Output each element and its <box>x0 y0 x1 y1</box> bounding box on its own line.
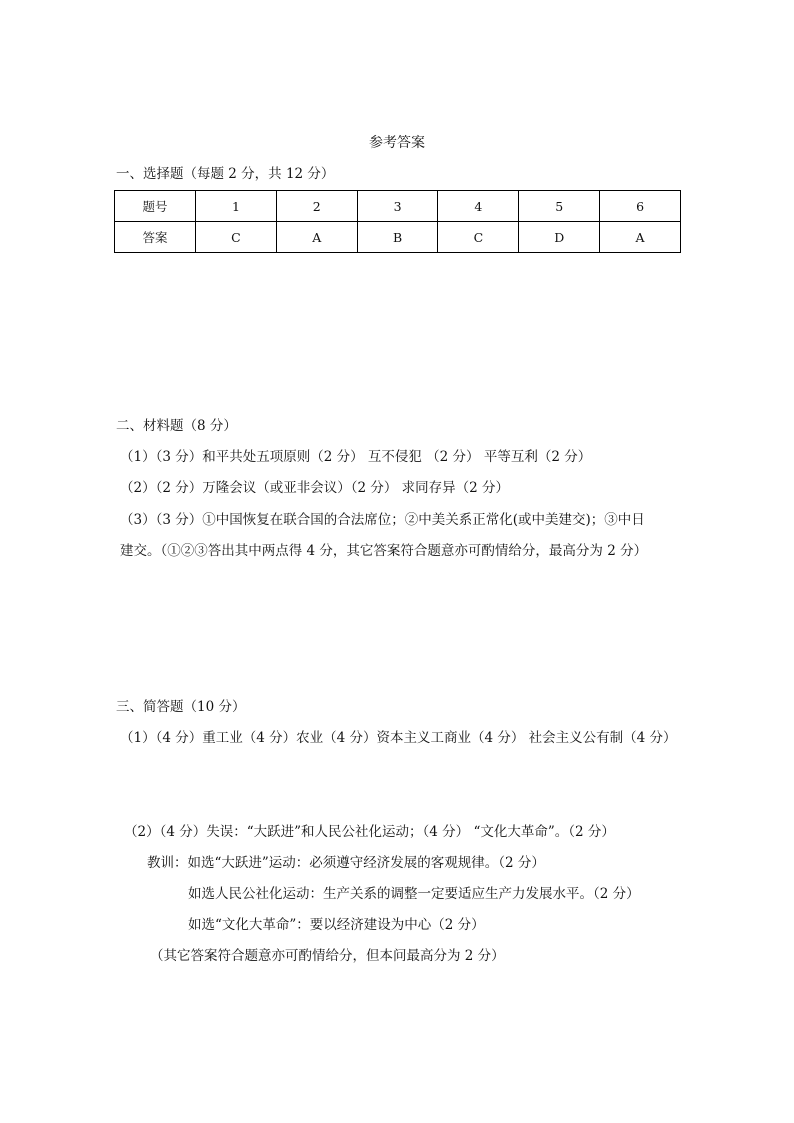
section-3-heading: 三、简答题（10 分） <box>116 699 246 715</box>
answer-cell: B <box>357 222 438 253</box>
page-title: 参考答案 <box>369 135 425 151</box>
answer-cell: C <box>196 222 277 253</box>
question-number-cell: 6 <box>600 191 681 222</box>
question-number-cell: 2 <box>276 191 357 222</box>
section-2-answer-2: （2）（2 分）万隆会议（或亚非会议）（2 分） 求同存异（2 分） <box>120 480 510 496</box>
answer-cell: D <box>519 222 600 253</box>
question-number-cell: 5 <box>519 191 600 222</box>
grading-note: （其它答案符合题意亦可酌情给分，但本问最高分为 2 分） <box>150 948 505 964</box>
answer-table <box>114 190 681 253</box>
section-3-answer-1: （1）（4 分）重工业（4 分）农业（4 分）资本主义工商业（4 分） 社会主义公有制（4 分） <box>120 730 677 746</box>
row-header-question: 题号 <box>115 191 196 222</box>
lesson-great-leap: 教训：如选“大跃进”运动：必须遵守经济发展的客观规律。（2 分） <box>147 855 545 871</box>
question-number-cell: 4 <box>438 191 519 222</box>
section-2-answer-3: （3）（3 分）①中国恢复在联合国的合法席位；②中美关系正常化(或中美建交)；③中日 <box>120 512 645 528</box>
lesson-cultural-revolution: 如选“文化大革命”：要以经济建设为中心（2 分） <box>188 917 485 933</box>
section-2-answer-3-continued: 建交。（①②③答出其中两点得 4 分，其它答案符合题意亦可酌情给分，最高分为 2 分） <box>120 543 648 559</box>
section-2-heading: 二、材料题（8 分） <box>116 418 237 434</box>
question-number-cell: 1 <box>196 191 277 222</box>
answer-cell: C <box>438 222 519 253</box>
row-header-answer: 答案 <box>115 222 196 253</box>
table-row-question-numbers <box>115 191 681 222</box>
lesson-communes: 如选人民公社化运动：生产关系的调整一定要适应生产力发展水平。（2 分） <box>188 886 640 902</box>
question-number-cell: 3 <box>357 191 438 222</box>
section-1-heading: 一、选择题（每题 2 分，共 12 分） <box>116 166 335 182</box>
answer-cell: A <box>600 222 681 253</box>
section-3-answer-2: （2）（4 分）失误：“大跃进”和人民公社化运动；（4 分） “文化大革命”。（2 分） <box>124 824 615 840</box>
answer-cell: A <box>276 222 357 253</box>
section-2-answer-1: （1）（3 分）和平共处五项原则（2 分） 互不侵犯 （2 分） 平等互利（2 分） <box>120 449 592 465</box>
table-row-answers <box>115 222 681 253</box>
